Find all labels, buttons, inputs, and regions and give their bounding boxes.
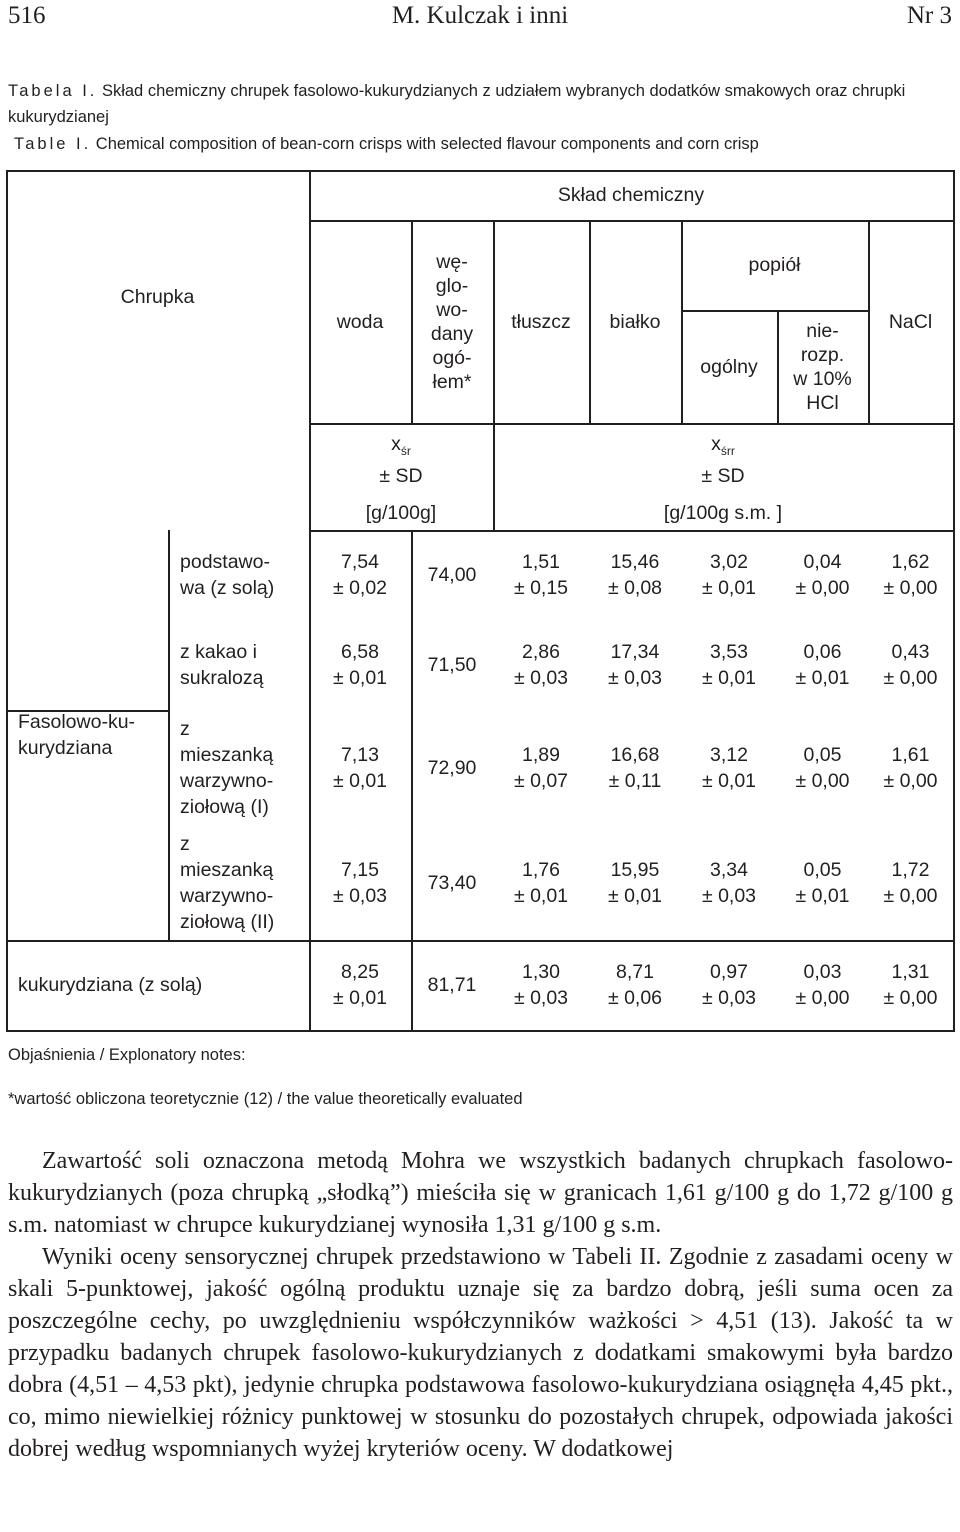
row-label: kukurydziana (z solą) bbox=[18, 974, 203, 996]
header-sklad-chemiczny: Skład chemiczny bbox=[557, 184, 705, 206]
header-tluszcz: tłuszcz bbox=[511, 310, 571, 333]
table-cell-bialko: 8,71 ± 0,06 bbox=[607, 961, 663, 1009]
table-cell-bialko: 17,34 ± 0,03 bbox=[607, 641, 663, 689]
table-cell-nacl: 1,31 ± 0,00 bbox=[883, 961, 938, 1009]
table-cell-wegl: 74,00 bbox=[427, 564, 477, 586]
page-header bbox=[0, 0, 960, 36]
row-label: z mieszanką warzywno- ziołową (II) bbox=[180, 832, 275, 933]
header-mean-sd-right: $x_{śrr}$ ± SD bbox=[701, 432, 745, 488]
table-cell-bialko: 15,95 ± 0,01 bbox=[607, 858, 663, 907]
header-popiol-nierozp: nie- rozp. w 10% HCl bbox=[793, 319, 852, 414]
table-cell-nacl: 1,72 ± 0,00 bbox=[883, 858, 938, 907]
table-cell-nierozp: 0,04 ± 0,00 bbox=[795, 551, 850, 599]
table-cell-ogolny: 3,02 ± 0,01 bbox=[701, 551, 757, 599]
running-title: M. Kulczak i inni bbox=[391, 2, 569, 29]
table-cell-tluszcz: 2,86 ± 0,03 bbox=[513, 641, 569, 689]
header-unit-right: [g/100g s.m. ] bbox=[663, 501, 783, 524]
table-cell-ogolny: 3,34 ± 0,03 bbox=[701, 858, 757, 907]
header-woda: woda bbox=[336, 310, 384, 333]
table-cell-woda: 7,54 ± 0,02 bbox=[332, 551, 388, 599]
caption-text: Chemical composition of bean-corn crisps with selected flavour components and corn crisp bbox=[91, 135, 759, 153]
caption-text: Skład chemiczny chrupek fasolowo-kukurydzianych z udziałem wybranych dodatków smakowych oraz chrupki kukurydzianej bbox=[8, 82, 906, 126]
table-border-right bbox=[953, 170, 955, 1032]
table-cell-nierozp: 0,03 ± 0,00 bbox=[795, 961, 850, 1009]
table-cell-nierozp: 0,06 ± 0,01 bbox=[795, 641, 850, 689]
header-popiol: popiół bbox=[748, 254, 801, 276]
table-cell-bialko: 16,68 ± 0,11 bbox=[608, 743, 662, 792]
table-cell-woda: 6,58 ± 0,01 bbox=[332, 641, 388, 689]
header-unit-left: [g/100g] bbox=[365, 501, 437, 524]
table-cell-woda: 8,25 ± 0,01 bbox=[332, 961, 388, 1009]
header-chrupka: Chrupka bbox=[120, 285, 195, 308]
table-cell-ogolny: 3,53 ± 0,01 bbox=[701, 641, 757, 689]
issue-number: Nr 3 bbox=[906, 2, 952, 29]
row-group-label: Fasolowo-ku- kurydziana bbox=[18, 711, 136, 759]
table-cell-tluszcz: 1,76 ± 0,01 bbox=[513, 858, 569, 907]
table-cell-nierozp: 0,05 ± 0,00 bbox=[795, 743, 850, 792]
table-cell-nacl: 1,62 ± 0,00 bbox=[883, 551, 938, 599]
explanatory-notes: Objaśnienia / Explonatory notes: bbox=[8, 1046, 246, 1064]
table-cell-ogolny: 3,12 ± 0,01 bbox=[701, 743, 757, 792]
footnote: *wartość obliczona teoretycznie (12) / the value theoretically evaluated bbox=[8, 1090, 523, 1108]
caption-polish bbox=[8, 78, 953, 130]
table-cell-wegl: 72,90 bbox=[427, 756, 477, 779]
table-cell-nierozp: 0,05 ± 0,01 bbox=[795, 858, 850, 907]
table-cell-wegl: 71,50 bbox=[427, 654, 477, 676]
header-bialko: białko bbox=[609, 310, 661, 333]
body-text bbox=[8, 1145, 953, 1465]
caption-label: Table I. bbox=[14, 135, 92, 153]
table-cell-nacl: 1,61 ± 0,00 bbox=[883, 743, 938, 792]
table-cell-ogolny: 0,97 ± 0,03 bbox=[701, 961, 757, 1009]
table-border-bottom bbox=[6, 1030, 953, 1032]
paragraph: Zawartość soli oznaczona metodą Mohra we wszystkich badanych chrupkach fasolowo-kukurydzianych (poza chrupką „słodką”) mieściła się w granicach 1,61 g/100 g do 1,72 g/100 g s.m. natomiast w chrupce kukurydzianej wynosiła 1,31 g/100 g s.m. bbox=[8, 1148, 953, 1238]
row-label: z mieszanką warzywno- ziołową (I) bbox=[180, 717, 274, 818]
caption-english bbox=[14, 131, 959, 157]
row-label: podstawo- wa (z solą) bbox=[180, 551, 275, 599]
table-cell-woda: 7,13 ± 0,01 bbox=[332, 743, 388, 792]
header-weglowodany: wę- glo- wo- dany ogó- łem* bbox=[430, 250, 474, 393]
caption-label: Tabela I. bbox=[8, 82, 98, 100]
header-popiol-ogolny: ogólny bbox=[700, 355, 758, 378]
paragraph: Wyniki oceny sensorycznej chrupek przedstawiono w Tabeli II. Zgodnie z zasadami oceny w skali 5-punktowej, jakość ogólną produktu uznaje się za bardzo dobrą, jeśli suma ocen za poszczególne cechy, po uwzględnieniu współczynników ważkości > 4,51 (13). Jakość ta w przypadku badanych chrupek fasolowo-kukurydzianych z dodatkami smakowymi była bardzo dobra (4,51 – 4,53 pkt), jedynie chrupka podstawowa fasolowo-kukurydziana osiągnęła 4,45 pkt., co, mimo niewielkiej różnicy punktowej w stosunku do pozostałych chrupek, odpowiada jakości dobrej według wspomnianych wyżej kryteriów oceny. W dodatkowej bbox=[8, 1244, 953, 1462]
table-cell-tluszcz: 1,51 ± 0,15 bbox=[513, 551, 569, 599]
table-cell-wegl: 81,71 bbox=[427, 974, 477, 996]
table-cell-tluszcz: 1,89 ± 0,07 bbox=[513, 743, 569, 792]
page-number: 516 bbox=[8, 2, 46, 29]
header-nacl: NaCl bbox=[888, 310, 933, 333]
table-cell-nacl: 0,43 ± 0,00 bbox=[883, 641, 938, 689]
table-cell-wegl: 73,40 bbox=[427, 871, 477, 894]
row-label: z kakao i sukralozą bbox=[180, 641, 264, 689]
table-cell-woda: 7,15 ± 0,03 bbox=[332, 858, 388, 907]
table-cell-bialko: 15,46 ± 0,08 bbox=[607, 551, 663, 599]
header-mean-sd-left: $x_{śr}$ ± SD bbox=[379, 432, 423, 488]
table-cell-tluszcz: 1,30 ± 0,03 bbox=[513, 961, 569, 1009]
